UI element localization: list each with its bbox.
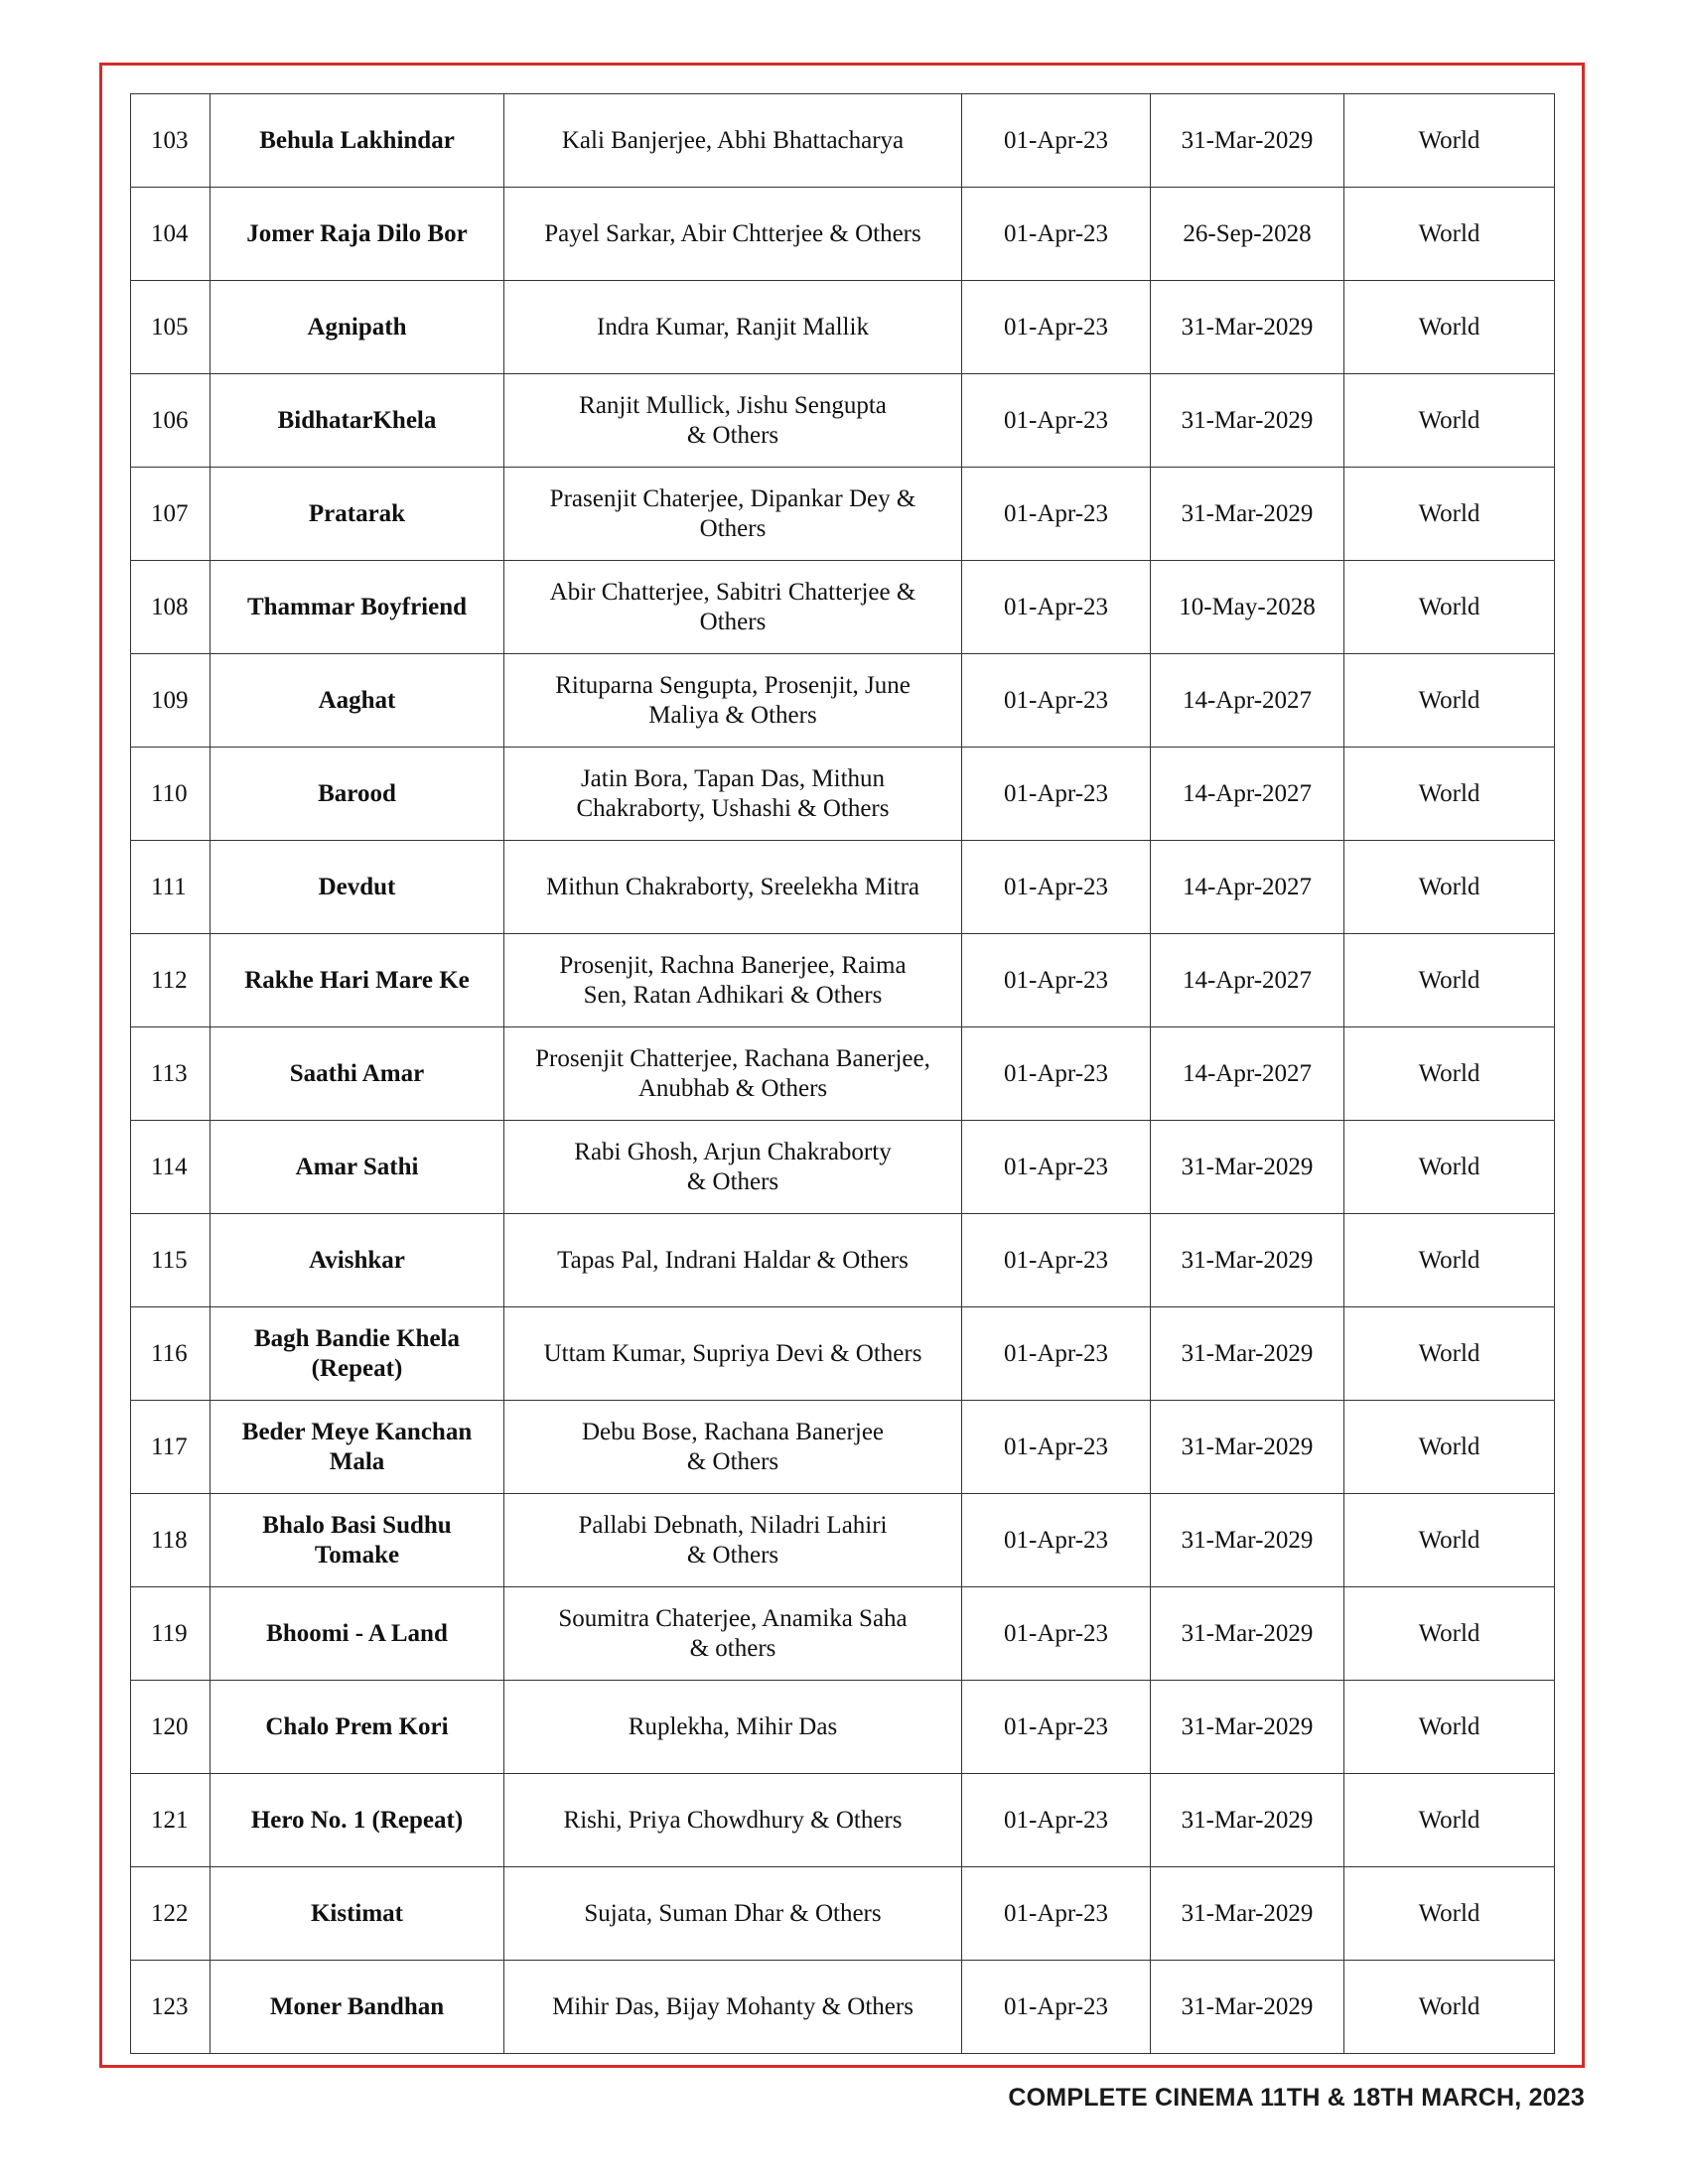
table-row	[131, 1774, 1555, 1867]
cell-film-title: Kistimat	[211, 1867, 504, 1961]
cell-cast: Mithun Chakraborty, Sreelekha Mitra	[504, 841, 962, 934]
table-row	[131, 94, 1555, 188]
cell-territory: World	[1344, 374, 1555, 468]
cell-end-date: 31-Mar-2029	[1151, 1494, 1344, 1587]
cell-end-date: 31-Mar-2029	[1151, 1681, 1344, 1774]
cell-serial-number: 104	[131, 188, 211, 281]
table-row	[131, 468, 1555, 561]
cell-territory: World	[1344, 468, 1555, 561]
cell-end-date: 31-Mar-2029	[1151, 1774, 1344, 1867]
cell-end-date: 14-Apr-2027	[1151, 748, 1344, 841]
cell-serial-number: 118	[131, 1494, 211, 1587]
cell-serial-number: 116	[131, 1307, 211, 1401]
table-row	[131, 1867, 1555, 1961]
cell-film-title: Amar Sathi	[211, 1121, 504, 1214]
cell-territory: World	[1344, 748, 1555, 841]
table-row	[131, 654, 1555, 748]
cell-start-date: 01-Apr-23	[962, 1494, 1151, 1587]
cell-film-title: Beder Meye Kanchan Mala	[211, 1401, 504, 1494]
cell-territory: World	[1344, 1961, 1555, 2054]
cell-serial-number: 112	[131, 934, 211, 1027]
cell-territory: World	[1344, 1587, 1555, 1681]
cell-start-date: 01-Apr-23	[962, 934, 1151, 1027]
cell-serial-number: 105	[131, 281, 211, 374]
cell-start-date: 01-Apr-23	[962, 468, 1151, 561]
cell-end-date: 31-Mar-2029	[1151, 1214, 1344, 1307]
table-row	[131, 1587, 1555, 1681]
cell-end-date: 26-Sep-2028	[1151, 188, 1344, 281]
cell-film-title: Behula Lakhindar	[211, 94, 504, 188]
cell-cast: Payel Sarkar, Abir Chtterjee & Others	[504, 188, 962, 281]
cell-start-date: 01-Apr-23	[962, 374, 1151, 468]
cell-territory: World	[1344, 654, 1555, 748]
cell-cast: Kali Banjerjee, Abhi Bhattacharya	[504, 94, 962, 188]
cell-cast: Rabi Ghosh, Arjun Chakraborty & Others	[504, 1121, 962, 1214]
cell-cast: Prasenjit Chaterjee, Dipankar Dey & Others	[504, 468, 962, 561]
cell-cast: Prosenjit Chatterjee, Rachana Banerjee, Anubhab & Others	[504, 1027, 962, 1121]
cell-serial-number: 121	[131, 1774, 211, 1867]
cell-film-title: Agnipath	[211, 281, 504, 374]
cell-end-date: 14-Apr-2027	[1151, 654, 1344, 748]
cell-end-date: 31-Mar-2029	[1151, 1401, 1344, 1494]
cell-film-title: Moner Bandhan	[211, 1961, 504, 2054]
cell-end-date: 31-Mar-2029	[1151, 281, 1344, 374]
table-row	[131, 1121, 1555, 1214]
cell-start-date: 01-Apr-23	[962, 1307, 1151, 1401]
cell-serial-number: 120	[131, 1681, 211, 1774]
cell-serial-number: 119	[131, 1587, 211, 1681]
cell-serial-number: 108	[131, 561, 211, 654]
cell-film-title: Aaghat	[211, 654, 504, 748]
cell-serial-number: 123	[131, 1961, 211, 2054]
cell-serial-number: 117	[131, 1401, 211, 1494]
cell-territory: World	[1344, 94, 1555, 188]
cell-end-date: 31-Mar-2029	[1151, 1307, 1344, 1401]
cell-serial-number: 111	[131, 841, 211, 934]
table-row	[131, 1961, 1555, 2054]
cell-film-title: Bhoomi - A Land	[211, 1587, 504, 1681]
cell-end-date: 31-Mar-2029	[1151, 468, 1344, 561]
cell-start-date: 01-Apr-23	[962, 654, 1151, 748]
table-row	[131, 1307, 1555, 1401]
cell-film-title: Barood	[211, 748, 504, 841]
cell-start-date: 01-Apr-23	[962, 188, 1151, 281]
cell-serial-number: 113	[131, 1027, 211, 1121]
cell-cast: Sujata, Suman Dhar & Others	[504, 1867, 962, 1961]
cell-film-title: Thammar Boyfriend	[211, 561, 504, 654]
cell-end-date: 14-Apr-2027	[1151, 1027, 1344, 1121]
footer-publication-line: COMPLETE CINEMA 11TH & 18TH MARCH, 2023	[1008, 2084, 1585, 2112]
table-row	[131, 1027, 1555, 1121]
cell-film-title: Saathi Amar	[211, 1027, 504, 1121]
cell-film-title: Chalo Prem Kori	[211, 1681, 504, 1774]
cell-cast: Ruplekha, Mihir Das	[504, 1681, 962, 1774]
cell-start-date: 01-Apr-23	[962, 1027, 1151, 1121]
cell-serial-number: 103	[131, 94, 211, 188]
cell-cast: Mihir Das, Bijay Mohanty & Others	[504, 1961, 962, 2054]
cell-film-title: Rakhe Hari Mare Ke	[211, 934, 504, 1027]
cell-serial-number: 115	[131, 1214, 211, 1307]
cell-cast: Jatin Bora, Tapan Das, Mithun Chakraborty, Ushashi & Others	[504, 748, 962, 841]
cell-end-date: 31-Mar-2029	[1151, 1121, 1344, 1214]
cell-serial-number: 114	[131, 1121, 211, 1214]
cell-film-title: Pratarak	[211, 468, 504, 561]
cell-start-date: 01-Apr-23	[962, 1214, 1151, 1307]
cell-serial-number: 109	[131, 654, 211, 748]
cell-film-title: Bhalo Basi Sudhu Tomake	[211, 1494, 504, 1587]
cell-territory: World	[1344, 1494, 1555, 1587]
cell-start-date: 01-Apr-23	[962, 1681, 1151, 1774]
cell-cast: Abir Chatterjee, Sabitri Chatterjee & Others	[504, 561, 962, 654]
cell-serial-number: 107	[131, 468, 211, 561]
cell-start-date: 01-Apr-23	[962, 1961, 1151, 2054]
cell-territory: World	[1344, 561, 1555, 654]
table-row	[131, 1494, 1555, 1587]
cell-end-date: 14-Apr-2027	[1151, 934, 1344, 1027]
film-rights-table	[130, 93, 1555, 2054]
cell-end-date: 31-Mar-2029	[1151, 94, 1344, 188]
cell-serial-number: 106	[131, 374, 211, 468]
table-row	[131, 934, 1555, 1027]
cell-cast: Prosenjit, Rachna Banerjee, Raima Sen, Ratan Adhikari & Others	[504, 934, 962, 1027]
cell-start-date: 01-Apr-23	[962, 94, 1151, 188]
cell-territory: World	[1344, 188, 1555, 281]
cell-cast: Debu Bose, Rachana Banerjee & Others	[504, 1401, 962, 1494]
cell-territory: World	[1344, 1027, 1555, 1121]
cell-end-date: 31-Mar-2029	[1151, 1961, 1344, 2054]
cell-end-date: 10-May-2028	[1151, 561, 1344, 654]
table-row	[131, 374, 1555, 468]
cell-territory: World	[1344, 1774, 1555, 1867]
cell-film-title: Bagh Bandie Khela (Repeat)	[211, 1307, 504, 1401]
cell-territory: World	[1344, 934, 1555, 1027]
cell-serial-number: 110	[131, 748, 211, 841]
cell-cast: Pallabi Debnath, Niladri Lahiri & Others	[504, 1494, 962, 1587]
cell-cast: Ranjit Mullick, Jishu Sengupta & Others	[504, 374, 962, 468]
table-row	[131, 841, 1555, 934]
cell-territory: World	[1344, 1307, 1555, 1401]
cell-end-date: 31-Mar-2029	[1151, 1587, 1344, 1681]
cell-start-date: 01-Apr-23	[962, 281, 1151, 374]
table-row	[131, 188, 1555, 281]
table-row	[131, 1214, 1555, 1307]
cell-film-title: Devdut	[211, 841, 504, 934]
cell-territory: World	[1344, 1214, 1555, 1307]
table-row	[131, 1681, 1555, 1774]
cell-film-title: Hero No. 1 (Repeat)	[211, 1774, 504, 1867]
table-row	[131, 561, 1555, 654]
cell-cast: Rituparna Sengupta, Prosenjit, June Maliya & Others	[504, 654, 962, 748]
cell-start-date: 01-Apr-23	[962, 1587, 1151, 1681]
table-row	[131, 748, 1555, 841]
cell-film-title: BidhatarKhela	[211, 374, 504, 468]
cell-cast: Uttam Kumar, Supriya Devi & Others	[504, 1307, 962, 1401]
cell-territory: World	[1344, 1867, 1555, 1961]
cell-start-date: 01-Apr-23	[962, 1774, 1151, 1867]
cell-start-date: 01-Apr-23	[962, 1867, 1151, 1961]
cell-territory: World	[1344, 841, 1555, 934]
cell-cast: Indra Kumar, Ranjit Mallik	[504, 281, 962, 374]
cell-serial-number: 122	[131, 1867, 211, 1961]
cell-start-date: 01-Apr-23	[962, 1401, 1151, 1494]
cell-territory: World	[1344, 281, 1555, 374]
table-body	[131, 94, 1555, 2054]
cell-film-title: Avishkar	[211, 1214, 504, 1307]
cell-start-date: 01-Apr-23	[962, 1121, 1151, 1214]
cell-end-date: 31-Mar-2029	[1151, 1867, 1344, 1961]
cell-start-date: 01-Apr-23	[962, 561, 1151, 654]
cell-start-date: 01-Apr-23	[962, 748, 1151, 841]
cell-cast: Rishi, Priya Chowdhury & Others	[504, 1774, 962, 1867]
cell-start-date: 01-Apr-23	[962, 841, 1151, 934]
cell-territory: World	[1344, 1401, 1555, 1494]
table-row	[131, 1401, 1555, 1494]
cell-end-date: 31-Mar-2029	[1151, 374, 1344, 468]
cell-cast: Tapas Pal, Indrani Haldar & Others	[504, 1214, 962, 1307]
cell-territory: World	[1344, 1121, 1555, 1214]
cell-cast: Soumitra Chaterjee, Anamika Saha & others	[504, 1587, 962, 1681]
cell-film-title: Jomer Raja Dilo Bor	[211, 188, 504, 281]
cell-end-date: 14-Apr-2027	[1151, 841, 1344, 934]
table-row	[131, 281, 1555, 374]
cell-territory: World	[1344, 1681, 1555, 1774]
